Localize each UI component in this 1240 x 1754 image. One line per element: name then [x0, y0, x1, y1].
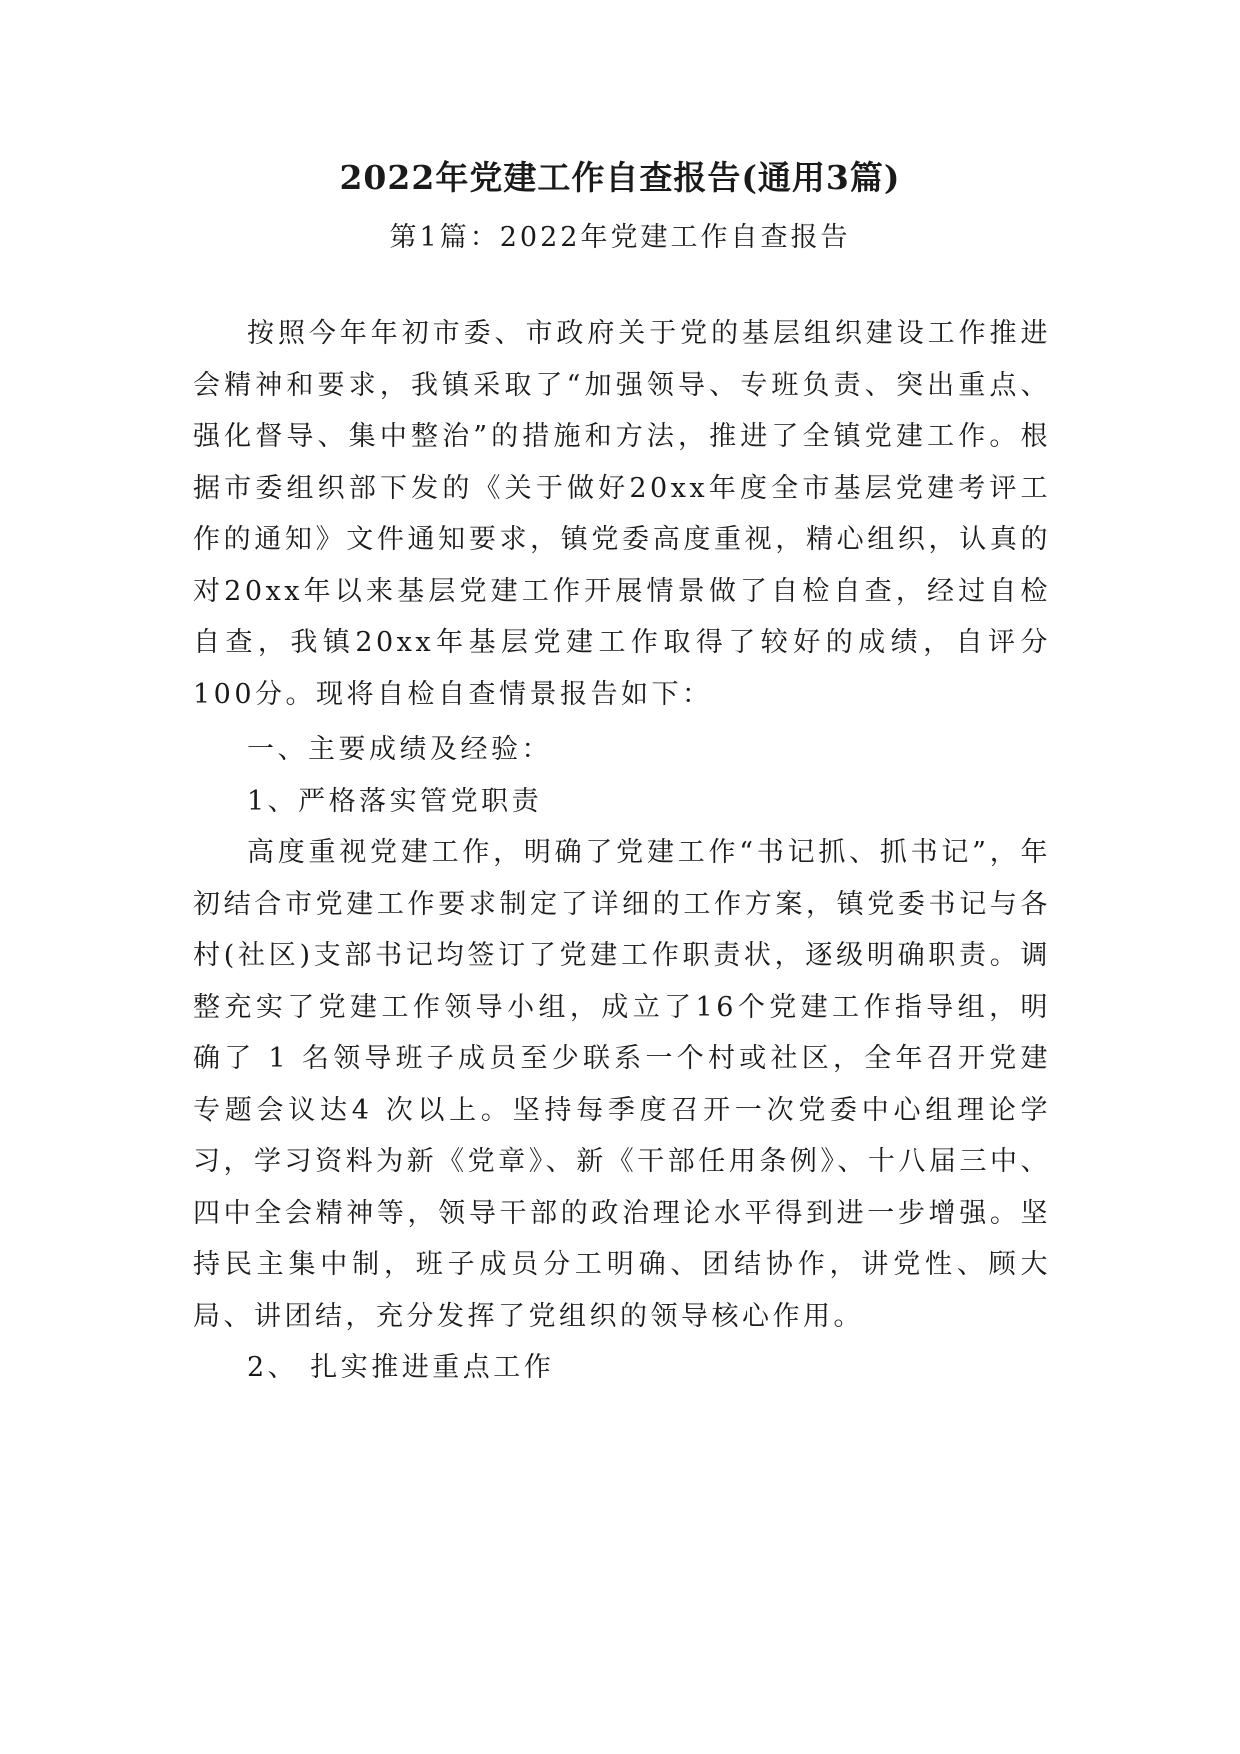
item-paragraph-1: 高度重视党建工作，明确了党建工作“书记抓、抓书记”，年初结合市党建工作要求制定了详细的工作方案，镇党委书记与各村(社区)支部书记均签订了党建工作职责状，逐级明确职责。调整充实了党建工作领导小组，成立了16个党建工作指导组，明确了 1 名领导班子成员至少联系一个村或社区，全年召开党建专题会议达4 次以上。坚持每季度召开一次党委中心组理论学习，学习资料为新《党章》、新《干部任用条例》、十八届三中、四中全会精神等，领导干部的政治理论水平得到进一步增强。坚持民主集中制，班子成员分工明确、团结协作，讲党性、顾大局、讲团结，充分发挥了党组织的领导核心作用。: [193, 837, 1051, 1332]
intro-paragraph: 按照今年年初市委、市政府关于党的基层组织建设工作推进会精神和要求，我镇采取了“加强领导、专班负责、突出重点、强化督导、集中整治”的措施和方法，推进了全镇党建工作。根据市委组织部下发的《关于做好20xx年度全市基层党建考评工作的通知》文件通知要求，镇党委高度重视，精心组织，认真的对20xx年以来基层党建工作开展情景做了自检自查，经过自检自查，我镇20xx年基层党建工作取得了较好的成绩，自评分100分。现将自检自查情景报告如下：: [193, 318, 1051, 710]
item-heading-2: 2、 扎实推进重点工作: [247, 1352, 555, 1383]
document-title: 2022年党建工作自查报告(通用3篇): [339, 158, 901, 197]
document-body: [193, 308, 1051, 1394]
item-heading-1: 1、严格落实管党职责: [247, 785, 543, 817]
section-heading-1: 一、主要成绩及经验：: [247, 734, 552, 765]
document-subtitle: 第1篇：2022年党建工作自查报告: [389, 222, 851, 253]
